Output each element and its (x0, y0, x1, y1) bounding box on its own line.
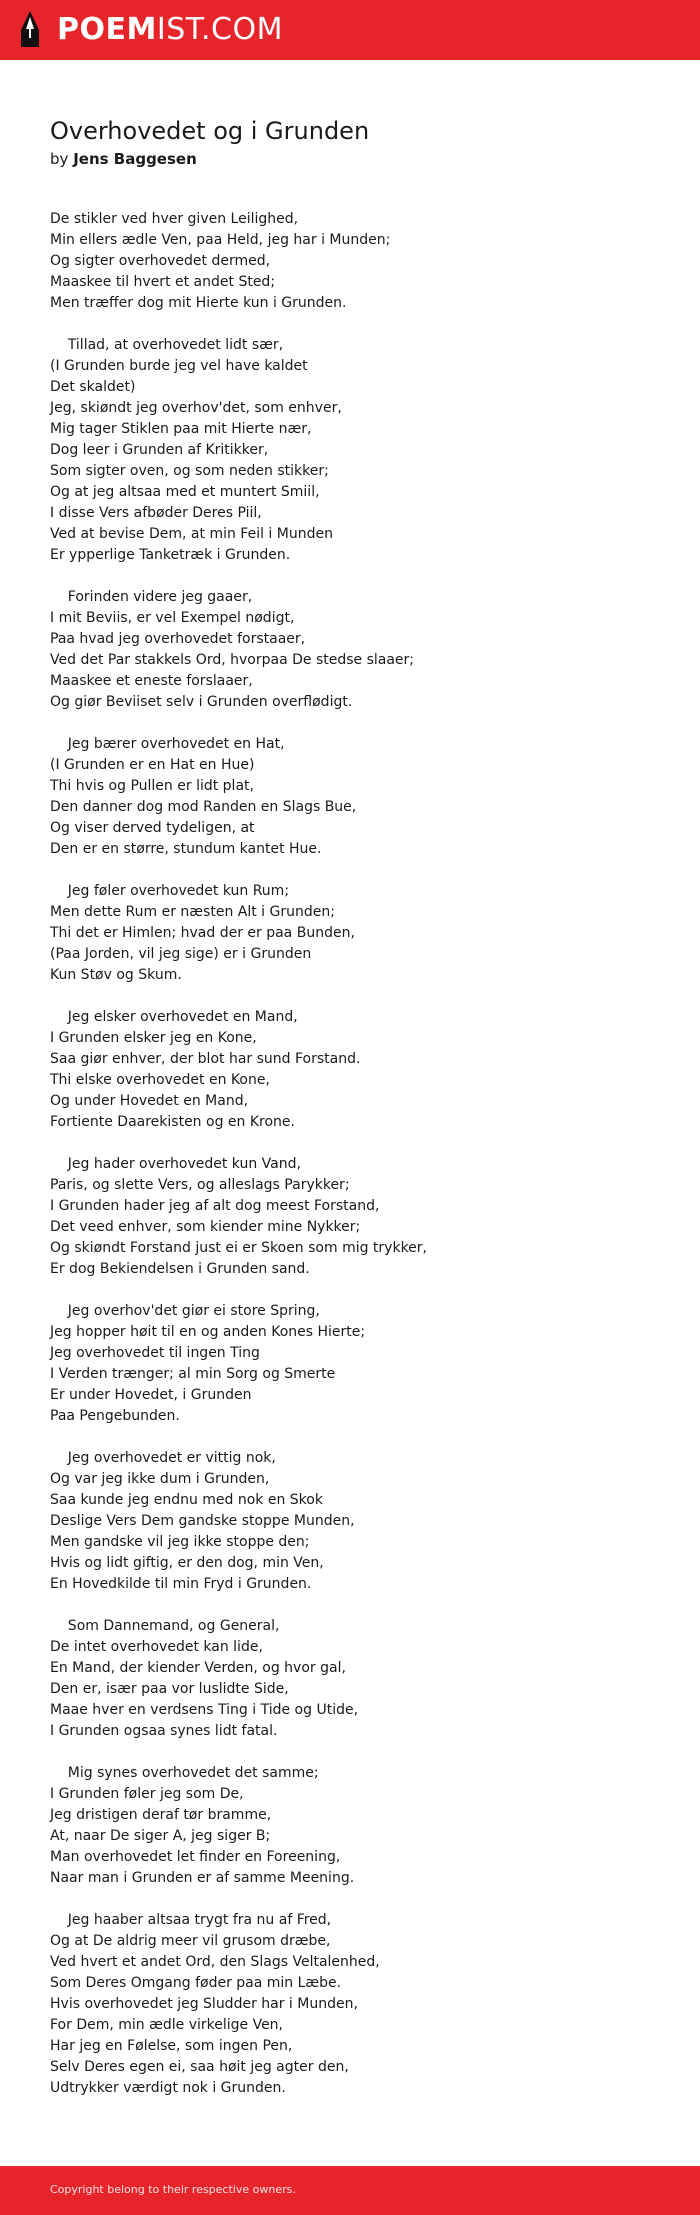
top-bar (0, 0, 700, 60)
logo-brand-light: IST.COM (156, 12, 283, 47)
poem-title: Overhovedet og i Grunden (50, 117, 370, 145)
site-logo-link[interactable] (18, 10, 283, 50)
copyright-notice: Copyright belong to their respective owners. (50, 2183, 296, 2196)
by-label: by (50, 150, 69, 168)
site-logo-text (57, 10, 283, 50)
poem-body: De stikler ved hver given Leilighed, Min ellers ædle Ven, paa Held, jeg har i Munden; Og sigter overhovedet dermed, Maaskee til hvert et andet Sted; Men træffer dog mit Hierte kun i Grunden. Tillad, at overhovedet lidt sær, (I Grunden burde jeg vel have kaldet Det skaldet) Jeg, skiøndt jeg overhov'det, som enhver, Mig tager Stiklen paa mit Hierte nær, Dog leer i Grunden af Kritikker, Som sigter oven, og som neden stikker; Og at jeg altsaa med et muntert Smiil, I disse Vers afbøder Deres Piil, Ved at bevise Dem, at min Feil i Munden Er ypperlige Tanketræk i Grunden. Forinden videre jeg gaaer, I mit Beviis, er vel Exempel nødigt, Paa hvad jeg overhovedet forstaaer, Ved det Par stakkels Ord, hvorpaa De stedse slaaer; Maaskee et eneste forslaaer, Og giør Beviiset selv i Grunden overflødigt. Jeg bærer overhovedet en Hat, (I Grunden er en Hat en Hue) Thi hvis og Pullen er lidt plat, Den danner dog mod Randen en Slags Bue, Og viser derved tydeligen, at Den er en større, stundum kantet Hue. Jeg føler overhovedet kun Rum; Men dette Rum er næsten Alt i Grunden; Thi det er Himlen; hvad der er paa Bunden, (Paa Jorden, vil jeg sige) er i Grunden Kun Støv og Skum. Jeg elsker overhovedet en Mand, I Grunden elsker jeg en Kone, Saa giør enhver, der blot har sund Forstand. Thi elske overhovedet en Kone, Og under Hovedet en Mand, Fortiente Daarekisten og en Krone. Jeg hader overhovedet kun Vand, Paris, og slette Vers, og alleslags Parykker; I Grunden hader jeg af alt dog meest Forstand, Det veed enhver, som kiender mine Nykker; Og skiøndt Forstand just ei er Skoen som mig trykker, Er dog Bekiendelsen i Grunden sand. Jeg overhov'det giør ei store Spring, Jeg hopper høit til en og anden Kones Hierte; Jeg overhovedet til ingen Ting I Verden trænger; al min Sorg og Smerte Er under Hovedet, i Grunden Paa Pengebunden. Jeg overhovedet er vittig nok, Og var jeg ikke dum i Grunden, Saa kunde jeg endnu med nok en Skok Deslige Vers Dem gandske stoppe Munden, Men gandske vil jeg ikke stoppe den; Hvis og lidt giftig, er den dog, min Ven, En Hovedkilde til min Fryd i Grunden. Som Dannemand, og General, De intet overhovedet kan lide, En Mand, der kiender Verden, og hvor gal, Den er, især paa vor luslidte Side, Maae hver en verdsens Ting i Tide og Utide, I Grunden ogsaa synes lidt fatal. Mig synes overhovedet det samme; I Grunden føler jeg som De, Jeg dristigen deraf tør bramme, At, naar De siger A, jeg siger B; Man overhovedet let finder en Foreening, Naar man i Grunden er af samme Meening. Jeg haaber altsaa trygt fra nu af Fred, Og at De aldrig meer vil grusom dræbe, Ved hvert et andet Ord, den Slags Veltalenhed, Som Deres Omgang føder paa min Læbe. Hvis overhovedet jeg Sludder har i Munden, For Dem, min ædle virkelige Ven, Har jeg en Følelse, som ingen Pen, Selv Deres egen ei, saa høit jeg agter den, Udtrykker værdigt nok i Grunden. (50, 211, 428, 2096)
author-name[interactable]: Jens Baggesen (73, 150, 197, 168)
footer-bar (0, 2166, 700, 2215)
poem-article (50, 116, 670, 2099)
pen-nib-icon (18, 10, 42, 50)
logo-brand-bold: POEM (57, 12, 157, 47)
byline (50, 148, 670, 170)
